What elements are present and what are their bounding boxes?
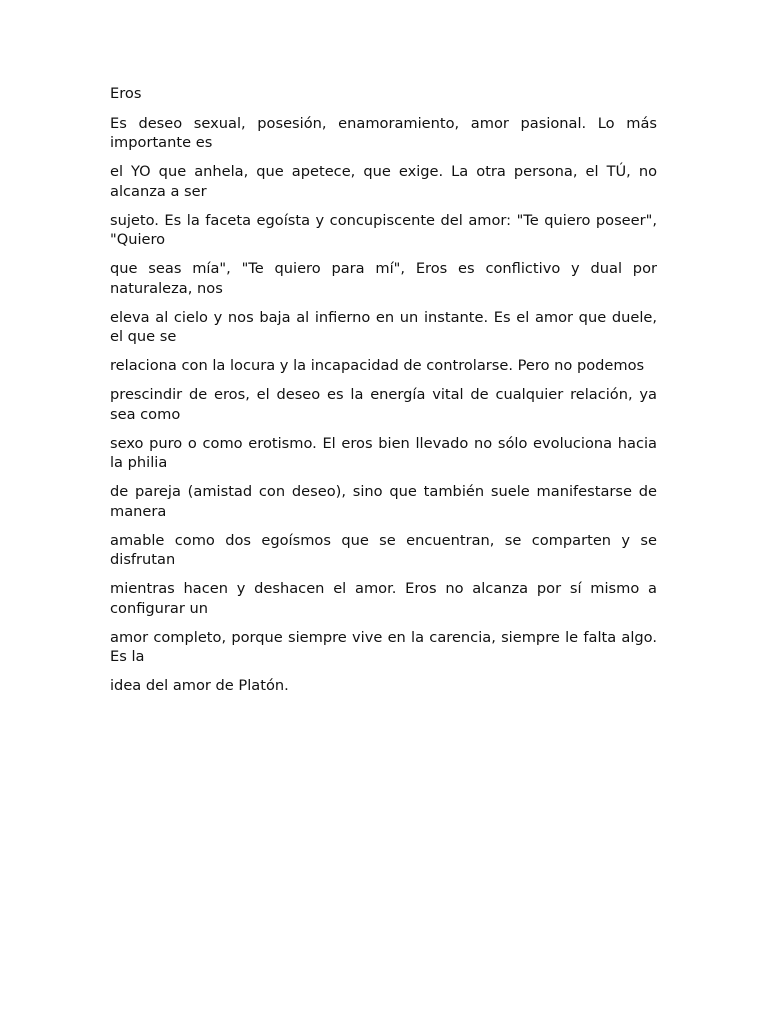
- paragraph: sexo puro o como erotismo. El eros bien llevado no sólo evoluciona hacia la philia: [110, 434, 657, 471]
- paragraph: idea del amor de Platón.: [110, 677, 289, 694]
- paragraph: Es deseo sexual, posesión, enamoramiento, amor pasional. Lo más importante es: [110, 114, 657, 151]
- paragraph: eleva al cielo y nos baja al infierno en un instante. Es el amor que duele, el que se: [110, 308, 657, 345]
- paragraph: amable como dos egoísmos que se encuentran, se comparten y se disfrutan: [110, 531, 657, 568]
- paragraph: el YO que anhela, que apetece, que exige. La otra persona, el TÚ, no alcanza a ser: [110, 163, 657, 200]
- document-title: Eros: [110, 85, 142, 102]
- paragraph: de pareja (amistad con deseo), sino que también suele manifestarse de manera: [110, 483, 657, 520]
- document-body: [110, 84, 657, 705]
- paragraph: prescindir de eros, el deseo es la energía vital de cualquier relación, ya sea como: [110, 386, 657, 423]
- paragraph: mientras hacen y deshacen el amor. Eros no alcanza por sí mismo a configurar un: [110, 580, 657, 617]
- paragraph: sujeto. Es la faceta egoísta y concupiscente del amor: "Te quiero poseer", "Quiero: [110, 211, 657, 248]
- paragraph: relaciona con la locura y la incapacidad de controlarse. Pero no podemos: [110, 357, 645, 374]
- paragraph: que seas mía", "Te quiero para mí", Eros es conflictivo y dual por naturaleza, nos: [110, 260, 657, 297]
- paragraph: amor completo, porque siempre vive en la carencia, siempre le falta algo. Es la: [110, 628, 657, 665]
